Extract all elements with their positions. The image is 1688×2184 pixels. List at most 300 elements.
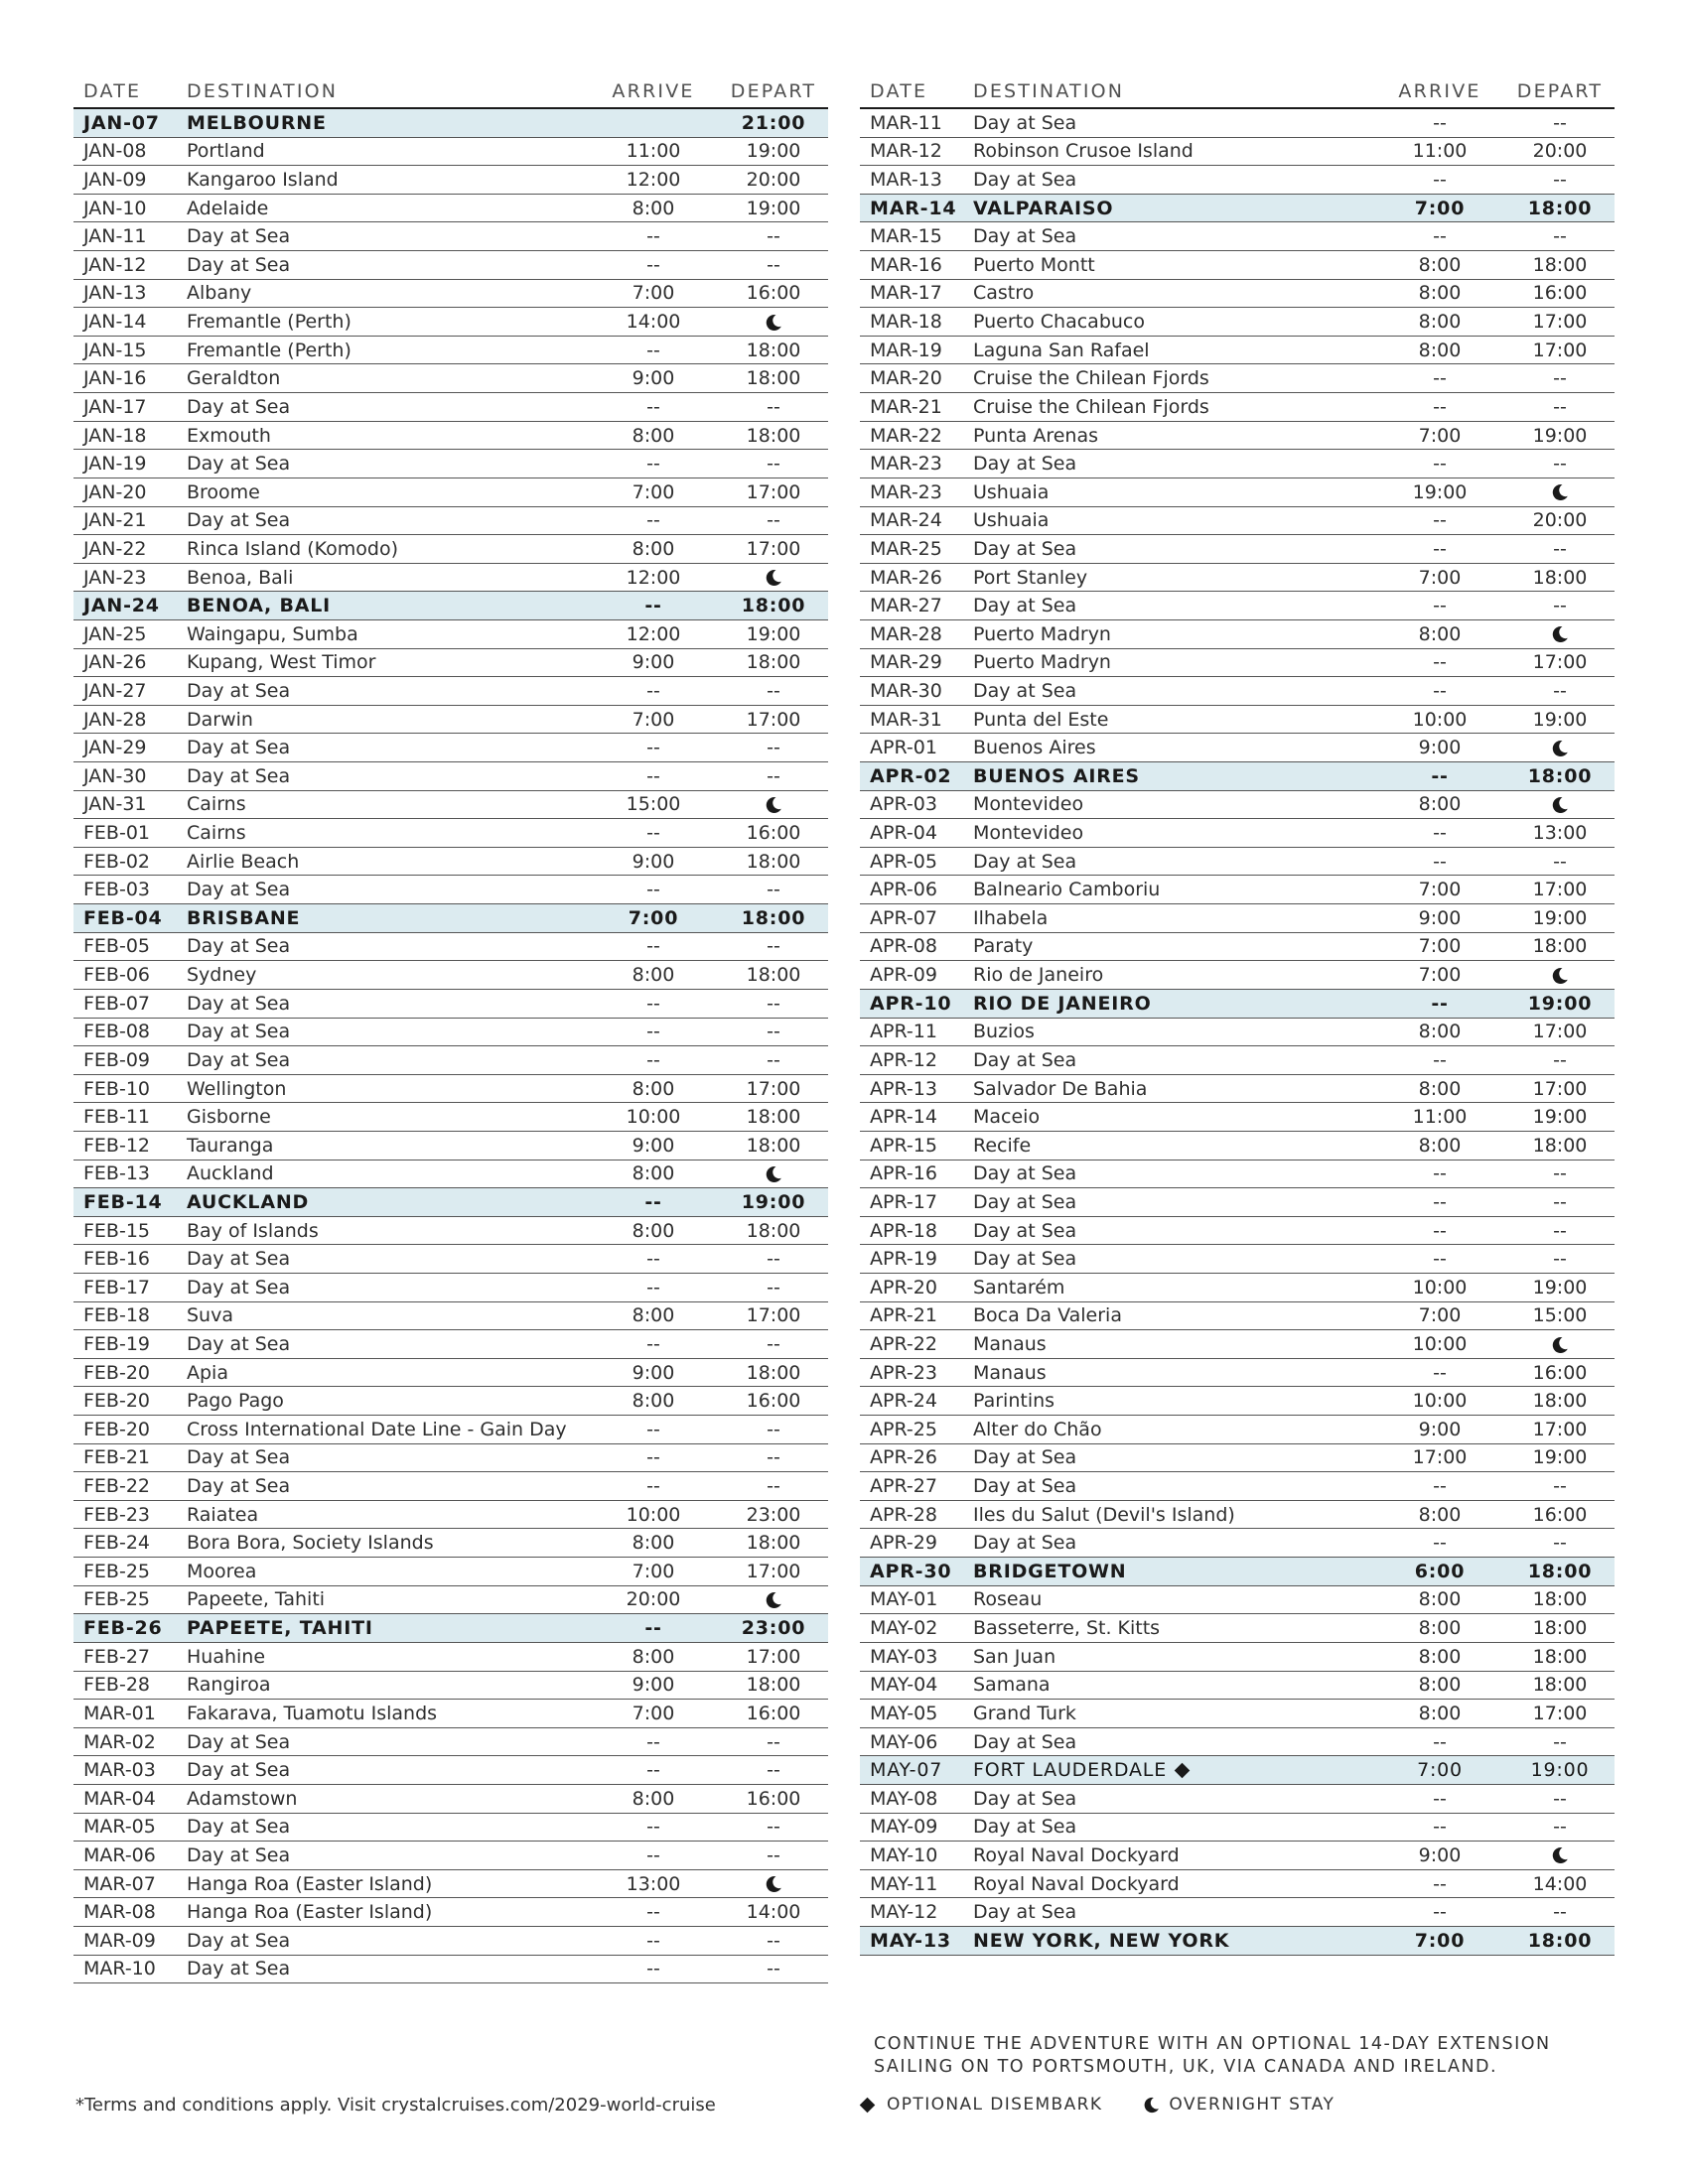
row-destination-text: Day at Sea [187, 1730, 291, 1753]
row-destination [187, 1135, 588, 1157]
row-date: MAR-16 [870, 253, 942, 276]
row-date: APR-24 [870, 1390, 937, 1413]
row-destination [187, 765, 588, 787]
row-destination-text: Day at Sea [187, 1248, 291, 1271]
table-row [860, 564, 1615, 593]
row-date: FEB-26 [83, 1617, 163, 1640]
row-destination-text: Waingapu, Sumba [187, 622, 358, 645]
row-date: MAR-21 [870, 395, 942, 418]
table-row [860, 1842, 1615, 1870]
table-row [73, 308, 828, 337]
row-destination [973, 254, 1374, 276]
legend-overnight [1142, 2095, 1335, 2115]
row-destination-text: RIO DE JANEIRO [973, 992, 1152, 1015]
table-row [73, 1330, 828, 1359]
legend-disembark-label: OPTIONAL DISEMBARK [887, 2095, 1103, 2115]
row-depart: -- [1553, 1901, 1567, 1924]
row-destination-text: Day at Sea [187, 453, 291, 476]
table-row [73, 1416, 828, 1444]
row-depart [719, 567, 828, 589]
row-date: APR-15 [870, 1134, 937, 1157]
row-arrive: 10:00 [1412, 1333, 1468, 1355]
row-arrive: -- [646, 509, 660, 532]
row-depart: -- [1553, 1787, 1567, 1810]
row-destination [973, 1162, 1374, 1184]
row-destination-text: Fremantle (Perth) [187, 339, 352, 361]
row-arrive: -- [1433, 111, 1447, 134]
row-date: APR-30 [870, 1560, 952, 1582]
header-depart: DEPART [1516, 80, 1604, 102]
row-destination-text: San Juan [973, 1645, 1056, 1668]
row-destination-text: Rangiroa [187, 1674, 271, 1697]
row-destination [187, 1532, 588, 1554]
row-date: MAR-24 [870, 509, 942, 532]
row-arrive: -- [1433, 395, 1447, 418]
table-row [73, 1019, 828, 1047]
row-destination-text: Day at Sea [973, 1787, 1077, 1810]
row-destination-text: Cross International Date Line - Gain Day [187, 1418, 567, 1440]
row-arrive: 6:00 [1414, 1560, 1466, 1582]
legend-overnight-label: OVERNIGHT STAY [1169, 2095, 1336, 2115]
row-depart: 19:00 [746, 197, 801, 219]
row-destination [187, 1674, 588, 1696]
row-date: APR-14 [870, 1106, 937, 1129]
table-row [73, 1103, 828, 1132]
row-destination-text: Gisborne [187, 1106, 271, 1129]
table-row [73, 1728, 828, 1757]
row-destination-text: Laguna San Rafael [973, 339, 1150, 361]
row-date: APR-21 [870, 1304, 937, 1327]
row-arrive: -- [1431, 992, 1449, 1015]
row-depart: 16:00 [746, 282, 801, 305]
row-date: MAR-07 [83, 1872, 156, 1895]
row-destination-text: Day at Sea [187, 879, 291, 901]
row-arrive: 8:00 [632, 1219, 675, 1242]
row-date: FEB-02 [83, 850, 151, 873]
row-date: JAN-22 [83, 537, 147, 560]
row-date: MAR-12 [870, 140, 942, 163]
row-depart: -- [767, 1446, 780, 1469]
table-row [860, 478, 1615, 507]
row-arrive: 8:00 [632, 964, 675, 987]
row-destination-text: Day at Sea [973, 850, 1077, 873]
table-row [73, 706, 828, 735]
row-date: MAR-09 [83, 1929, 156, 1952]
row-arrive: 8:00 [1418, 622, 1462, 645]
row-depart: -- [767, 1021, 780, 1043]
row-depart: -- [1553, 225, 1567, 248]
row-date: MAR-31 [870, 708, 942, 731]
table-row [73, 933, 828, 962]
table-row [860, 677, 1615, 706]
row-destination [187, 737, 588, 758]
row-arrive: -- [646, 1276, 660, 1298]
crescent-moon-icon [764, 1874, 783, 1894]
row-arrive: 12:00 [626, 622, 681, 645]
row-destination [187, 822, 588, 844]
row-depart: 18:00 [1532, 566, 1588, 589]
row-depart: 23:00 [746, 1503, 801, 1526]
table-row [860, 138, 1615, 167]
row-depart: 19:00 [1527, 992, 1593, 1015]
row-destination [187, 254, 588, 276]
port-row [860, 1756, 1615, 1785]
row-destination-text: Iles du Salut (Devil's Island) [973, 1503, 1235, 1526]
row-arrive: -- [646, 1333, 660, 1355]
row-depart: 18:00 [1532, 1390, 1588, 1413]
row-destination-text: Wellington [187, 1077, 287, 1100]
row-depart: 18:00 [1532, 1645, 1588, 1668]
row-depart: -- [767, 395, 780, 418]
row-destination-text: Manaus [973, 1361, 1047, 1384]
row-arrive: 8:00 [632, 1390, 675, 1413]
row-depart: -- [767, 1759, 780, 1782]
row-depart [1505, 623, 1615, 645]
row-depart: -- [767, 737, 780, 759]
row-date: APR-27 [870, 1475, 937, 1498]
row-destination-text: AUCKLAND [187, 1190, 310, 1213]
row-arrive: 7:00 [1418, 964, 1462, 987]
row-arrive: 12:00 [626, 169, 681, 192]
row-arrive: -- [1433, 1816, 1447, 1839]
row-destination [187, 1901, 588, 1923]
row-date: APR-20 [870, 1276, 937, 1298]
table-row [860, 1870, 1615, 1899]
row-destination-text: Tauranga [187, 1134, 274, 1157]
row-destination-text: Day at Sea [973, 1730, 1077, 1753]
row-destination-text: Kangaroo Island [187, 169, 339, 192]
row-arrive: -- [1433, 1162, 1447, 1185]
row-destination [187, 1844, 588, 1866]
table-row [73, 195, 828, 223]
table-row [860, 166, 1615, 195]
row-date: APR-18 [870, 1219, 937, 1242]
row-depart: 18:00 [746, 651, 801, 674]
row-destination-text: Day at Sea [973, 1248, 1077, 1271]
row-depart: 18:00 [1532, 1588, 1588, 1611]
table-row [73, 1956, 828, 1984]
port-row [860, 1558, 1615, 1586]
row-destination [973, 1304, 1374, 1326]
row-destination-text: VALPARAISO [973, 197, 1114, 219]
row-destination-text: Day at Sea [973, 1048, 1077, 1071]
row-destination-text: Day at Sea [973, 1475, 1077, 1498]
row-date: JAN-31 [83, 793, 147, 816]
row-destination-text: Day at Sea [187, 395, 291, 418]
table-row [860, 308, 1615, 337]
row-date: APR-16 [870, 1162, 937, 1185]
table-row [860, 1444, 1615, 1473]
row-date: JAN-14 [83, 311, 147, 334]
row-arrive: -- [1431, 764, 1449, 787]
row-arrive: 7:00 [1418, 566, 1462, 589]
row-depart: -- [767, 1929, 780, 1952]
row-date: MAR-15 [870, 225, 942, 248]
row-arrive: 8:00 [1418, 1674, 1462, 1697]
row-destination [973, 935, 1374, 957]
table-body [73, 109, 828, 1983]
itinerary-table-right [860, 75, 1615, 1956]
row-destination-text: Huahine [187, 1645, 266, 1668]
row-destination-text: Hanga Roa (Easter Island) [187, 1901, 433, 1924]
table-row [73, 1217, 828, 1246]
table-row [73, 1586, 828, 1615]
row-arrive: -- [646, 1843, 660, 1866]
row-arrive: -- [1433, 1787, 1447, 1810]
port-row [860, 990, 1615, 1019]
row-arrive: 8:00 [1418, 1617, 1462, 1640]
row-date: MAR-29 [870, 651, 942, 674]
row-destination-text: Puerto Chacabuco [973, 311, 1145, 334]
row-destination [187, 567, 588, 589]
row-destination-text: Day at Sea [187, 253, 291, 276]
row-depart: -- [1553, 850, 1567, 873]
row-depart: 18:00 [746, 339, 801, 361]
row-destination [187, 1419, 588, 1440]
header-date: DATE [870, 80, 928, 102]
row-date: FEB-05 [83, 935, 151, 958]
row-destination-text: Day at Sea [187, 509, 291, 532]
row-destination-text: Robinson Crusoe Island [973, 140, 1194, 163]
row-destination [973, 623, 1374, 645]
row-date: FEB-28 [83, 1674, 151, 1697]
row-date: MAR-13 [870, 169, 942, 192]
row-depart: 19:00 [1532, 906, 1588, 929]
row-date: JAN-25 [83, 622, 147, 645]
row-date: FEB-12 [83, 1134, 151, 1157]
row-destination [187, 225, 588, 247]
row-arrive: -- [1433, 595, 1447, 617]
row-date: APR-11 [870, 1021, 937, 1043]
row-date: APR-26 [870, 1446, 937, 1469]
row-arrive: 7:00 [628, 906, 679, 929]
row-destination-text: Royal Naval Dockyard [973, 1872, 1180, 1895]
row-arrive: 8:00 [632, 1532, 675, 1555]
row-destination [973, 1646, 1374, 1668]
row-arrive: 10:00 [1412, 1390, 1468, 1413]
row-destination [187, 1703, 588, 1724]
row-depart: 18:00 [1532, 253, 1588, 276]
row-destination [187, 1759, 588, 1781]
row-arrive: -- [646, 253, 660, 276]
row-depart: 18:00 [741, 595, 806, 617]
table-row [73, 1444, 828, 1473]
table-row [860, 1188, 1615, 1217]
row-depart: 17:00 [746, 1077, 801, 1100]
row-destination-text: Maceio [973, 1106, 1041, 1129]
table-row [860, 280, 1615, 309]
table-row [73, 1700, 828, 1728]
row-depart: 21:00 [741, 111, 806, 134]
row-arrive: 7:00 [632, 708, 675, 731]
row-date: JAN-28 [83, 708, 147, 731]
row-arrive: 10:00 [1412, 708, 1468, 731]
row-date: MAR-20 [870, 367, 942, 390]
row-arrive: -- [646, 1418, 660, 1440]
row-arrive: -- [646, 1048, 660, 1071]
row-arrive: -- [646, 1759, 660, 1782]
crescent-moon-icon [764, 1164, 783, 1184]
row-arrive: 8:00 [632, 1787, 675, 1810]
table-row [860, 1046, 1615, 1075]
row-depart: -- [767, 1048, 780, 1071]
row-depart: 15:00 [1532, 1304, 1588, 1327]
port-row [73, 109, 828, 138]
table-row [860, 1274, 1615, 1302]
table-row [73, 422, 828, 451]
row-depart: 18:00 [746, 1106, 801, 1129]
row-destination [973, 1446, 1374, 1468]
row-destination-text: Adamstown [187, 1787, 298, 1810]
row-destination [973, 169, 1374, 191]
row-destination-text: Punta del Este [973, 708, 1109, 731]
port-row [73, 904, 828, 933]
row-destination-text: Day at Sea [187, 1929, 291, 1952]
row-arrive: -- [646, 1021, 660, 1043]
row-depart: 14:00 [746, 1901, 801, 1924]
row-arrive: 7:00 [632, 1560, 675, 1582]
row-arrive: -- [646, 822, 660, 845]
row-depart: -- [767, 1333, 780, 1355]
row-destination [973, 481, 1374, 503]
row-depart [719, 311, 828, 333]
row-arrive: 17:00 [1412, 1446, 1468, 1469]
row-arrive: -- [1433, 1872, 1447, 1895]
table-row [73, 819, 828, 848]
row-date: MAY-04 [870, 1674, 938, 1697]
row-depart: -- [1553, 1248, 1567, 1271]
port-row [73, 1614, 828, 1643]
row-arrive: -- [646, 992, 660, 1015]
row-depart: -- [767, 1475, 780, 1498]
row-destination [973, 1390, 1374, 1412]
row-destination-text: Day at Sea [187, 1048, 291, 1071]
crescent-moon-icon [1550, 966, 1570, 986]
row-arrive: -- [1433, 1532, 1447, 1555]
row-destination-text: Airlie Beach [187, 850, 300, 873]
row-destination-text: Day at Sea [187, 764, 291, 787]
row-destination [973, 595, 1374, 616]
row-destination-text: Roseau [973, 1588, 1043, 1611]
row-destination [973, 907, 1374, 929]
row-depart: -- [1553, 1532, 1567, 1555]
row-destination-text: Day at Sea [973, 1816, 1077, 1839]
row-destination [973, 225, 1374, 247]
row-arrive: 8:00 [632, 1645, 675, 1668]
row-arrive: -- [1433, 225, 1447, 248]
row-destination [973, 1788, 1374, 1810]
row-destination-text: Boca Da Valeria [973, 1304, 1122, 1327]
row-destination [973, 1021, 1374, 1042]
table-row [73, 1558, 828, 1586]
row-depart: -- [1553, 1730, 1567, 1753]
row-destination-text: Buzios [973, 1021, 1035, 1043]
table-row [860, 734, 1615, 762]
row-destination [973, 1930, 1374, 1952]
row-arrive: 9:00 [1418, 1418, 1462, 1440]
row-destination [973, 1617, 1374, 1639]
row-depart: 17:00 [1532, 651, 1588, 674]
row-destination-text: Day at Sea [973, 1446, 1077, 1469]
row-date: MAR-25 [870, 537, 942, 560]
port-row [860, 762, 1615, 791]
row-depart: 16:00 [1532, 1503, 1588, 1526]
row-depart: -- [1553, 453, 1567, 476]
row-destination-text: Day at Sea [187, 935, 291, 958]
row-destination-text: Alter do Chão [973, 1418, 1102, 1440]
itinerary-table-left [73, 75, 828, 1983]
table-row [860, 393, 1615, 422]
row-date: JAN-15 [83, 339, 147, 361]
row-destination-text: Geraldton [187, 367, 281, 390]
table-row [73, 1643, 828, 1672]
row-arrive: 15:00 [626, 793, 681, 816]
row-arrive: -- [644, 1190, 662, 1213]
row-date: APR-25 [870, 1418, 937, 1440]
row-destination [187, 651, 588, 673]
row-date: APR-05 [870, 850, 937, 873]
row-depart: 18:00 [1532, 1134, 1588, 1157]
row-date: JAN-09 [83, 169, 147, 192]
row-arrive: -- [1433, 169, 1447, 192]
row-date: FEB-21 [83, 1446, 151, 1469]
row-destination-text: MELBOURNE [187, 111, 327, 134]
diamond-icon [860, 2097, 876, 2113]
row-destination [187, 1390, 588, 1412]
row-arrive: -- [646, 737, 660, 759]
row-depart: -- [1553, 367, 1567, 390]
row-depart: -- [1553, 1816, 1567, 1839]
row-depart: 17:00 [746, 1560, 801, 1582]
row-destination-text: Puerto Madryn [973, 622, 1111, 645]
row-depart: 18:00 [1532, 1617, 1588, 1640]
row-date: MAR-06 [83, 1843, 156, 1866]
row-destination [973, 567, 1374, 589]
row-date: JAN-10 [83, 197, 147, 219]
row-depart: -- [1553, 1048, 1567, 1071]
row-depart: -- [767, 225, 780, 248]
row-depart: 17:00 [746, 1304, 801, 1327]
row-destination [973, 453, 1374, 475]
port-row [73, 592, 828, 620]
table-header [860, 75, 1615, 109]
row-destination [973, 1362, 1374, 1384]
row-date: MAY-13 [870, 1929, 951, 1952]
row-depart: -- [767, 1418, 780, 1440]
row-arrive: 9:00 [1418, 1843, 1462, 1866]
row-destination [973, 737, 1374, 758]
table-row [860, 620, 1615, 649]
row-depart: 19:00 [1532, 1106, 1588, 1129]
row-date: MAY-05 [870, 1702, 938, 1724]
row-destination [973, 1561, 1374, 1582]
row-date: APR-01 [870, 737, 937, 759]
row-destination-text: Day at Sea [973, 1219, 1077, 1242]
row-destination-text: Day at Sea [973, 1532, 1077, 1555]
row-arrive: 9:00 [1418, 906, 1462, 929]
legend-disembark [862, 2095, 1102, 2115]
row-depart: -- [767, 935, 780, 958]
table-row [860, 961, 1615, 990]
row-arrive: 7:00 [1418, 1304, 1462, 1327]
row-arrive: -- [1433, 850, 1447, 873]
row-depart [719, 1873, 828, 1895]
row-date: JAN-20 [83, 480, 147, 503]
table-row [73, 762, 828, 791]
row-destination [973, 1475, 1374, 1497]
port-row [860, 1927, 1615, 1956]
row-destination [187, 169, 588, 191]
